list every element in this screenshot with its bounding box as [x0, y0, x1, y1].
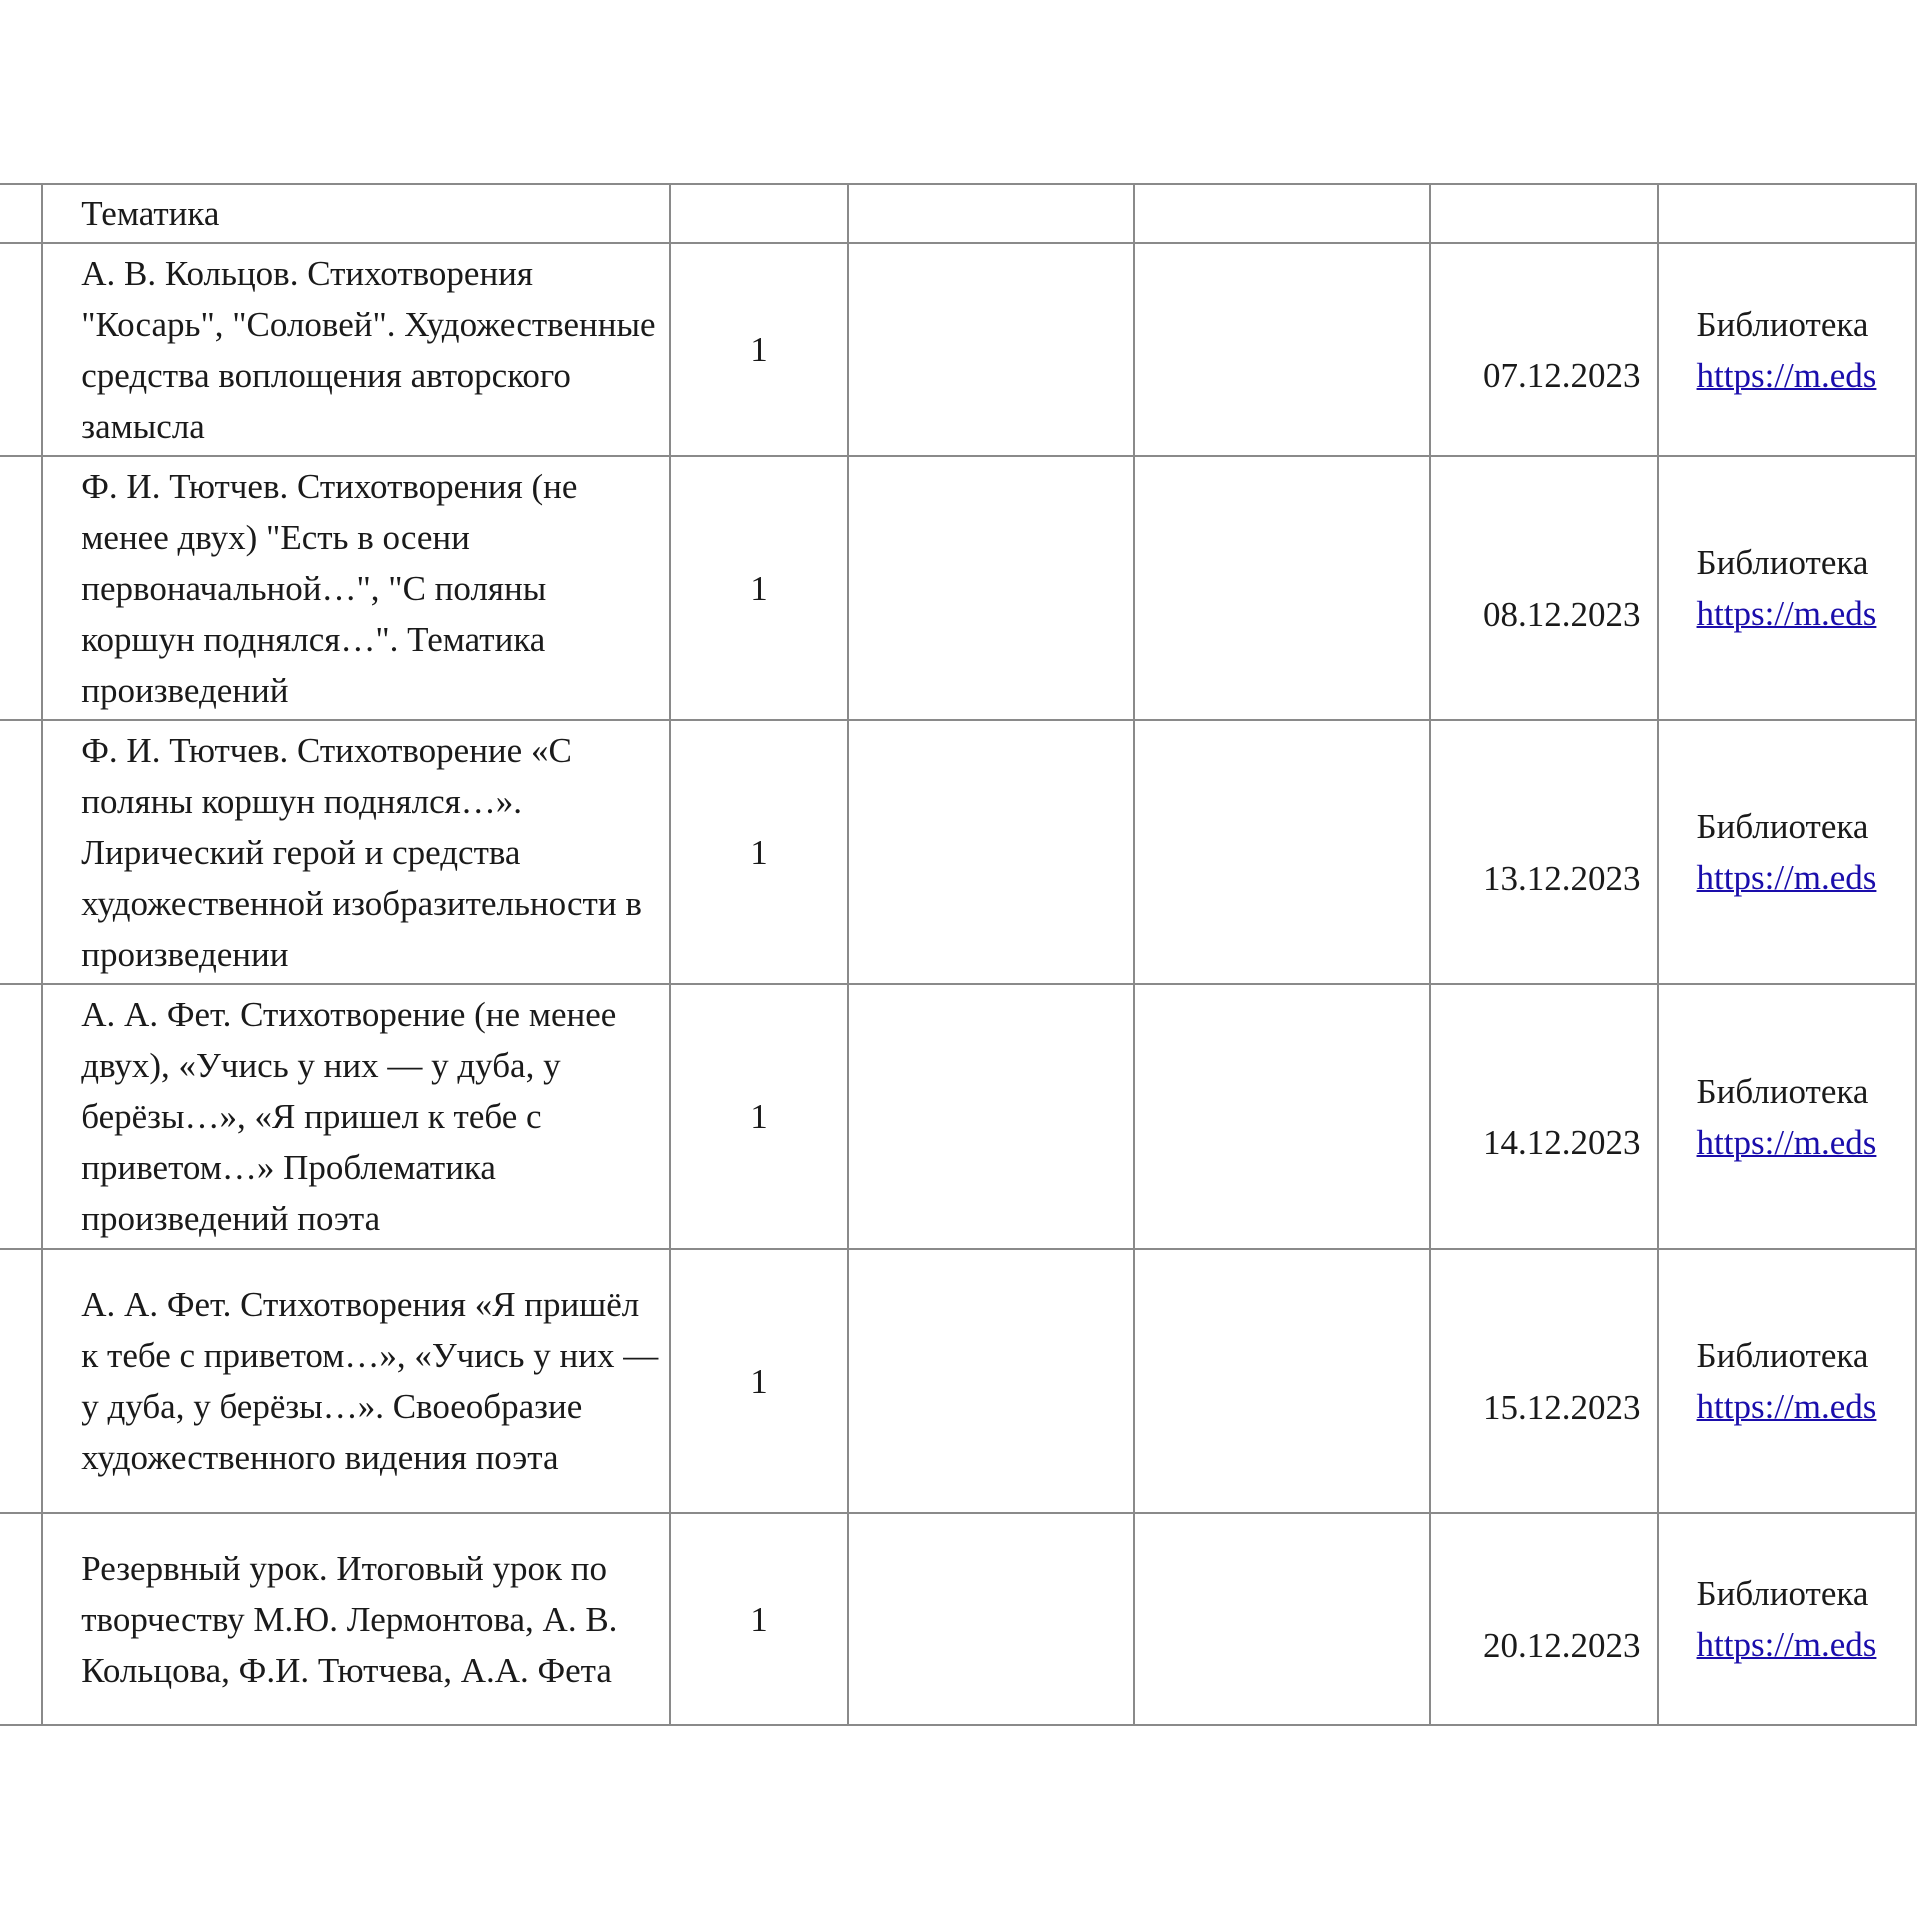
- topic-cell: Ф. И. Тютчев. Стихотворение «С поляны коршун поднялся…». Лирический герой и средства художественной изобразительности в произведении: [42, 720, 670, 984]
- empty-cell: [1134, 1249, 1430, 1513]
- hours-cell: 1: [670, 1249, 849, 1513]
- number-cell: [0, 243, 42, 456]
- resource-link[interactable]: https://m.eds: [1696, 858, 1877, 897]
- empty-cell: [1134, 984, 1430, 1249]
- empty-cell: [1134, 456, 1430, 720]
- table-header-row: [0, 184, 1916, 243]
- empty-cell: [848, 1249, 1133, 1513]
- hours-cell: 1: [670, 720, 849, 984]
- resource-label: Библиотека: [1696, 807, 1869, 846]
- empty-cell: [1134, 243, 1430, 456]
- lesson-plan-table: [0, 183, 1917, 1726]
- number-cell: [0, 184, 42, 243]
- resource-link[interactable]: https://m.eds: [1696, 1625, 1877, 1664]
- topic-cell: Резервный урок. Итоговый урок по творчеству М.Ю. Лермонтова, А. В. Кольцова, Ф.И. Тютчева, А.А. Фета: [42, 1513, 670, 1725]
- number-cell: [0, 456, 42, 720]
- hours-header: [670, 184, 849, 243]
- hours-cell: 1: [670, 456, 849, 720]
- topic-cell: Ф. И. Тютчев. Стихотворения (не менее двух) "Есть в осени первоначальной…", "С поляны коршун поднялся…". Тематика произведений: [42, 456, 670, 720]
- date-text: 20.12.2023: [1483, 1625, 1641, 1665]
- topic-cell: А. А. Фет. Стихотворения «Я пришёл к тебе с приветом…», «Учись у них — у дуба, у берёзы…». Своеобразие художественного видения поэта: [42, 1249, 670, 1513]
- empty-cell: [1134, 1513, 1430, 1725]
- hours-cell: 1: [670, 1513, 849, 1725]
- table-row: [0, 1513, 1916, 1725]
- resource-link[interactable]: https://m.eds: [1696, 1387, 1877, 1426]
- resource-link[interactable]: https://m.eds: [1696, 355, 1877, 395]
- date-cell: [1430, 1249, 1658, 1513]
- date-text: 13.12.2023: [1483, 858, 1641, 898]
- resource-label: Библиотека: [1696, 543, 1869, 582]
- number-cell: [0, 720, 42, 984]
- table-row: [0, 243, 1916, 456]
- resource-cell: [1658, 1249, 1916, 1513]
- resource-link[interactable]: https://m.eds: [1696, 594, 1877, 633]
- topic-header: Тематика: [42, 184, 670, 243]
- date-header: [1430, 184, 1658, 243]
- date-cell: [1430, 243, 1658, 456]
- resource-label: Библиотека: [1696, 1071, 1869, 1111]
- date-cell: [1430, 1513, 1658, 1725]
- resource-label: Библиотека: [1696, 1574, 1869, 1613]
- table-row: [0, 720, 1916, 984]
- empty-cell: [848, 984, 1133, 1249]
- hours-cell: 1: [670, 243, 849, 456]
- resource-cell: [1658, 1513, 1916, 1725]
- empty-cell: [848, 456, 1133, 720]
- resource-label: Библиотека: [1696, 304, 1869, 344]
- resource-cell: [1658, 720, 1916, 984]
- resource-cell: [1658, 984, 1916, 1249]
- number-cell: [0, 984, 42, 1249]
- resource-cell: [1658, 456, 1916, 720]
- empty-cell: [848, 243, 1133, 456]
- resource-header: [1658, 184, 1916, 243]
- empty-cell: [848, 1513, 1133, 1725]
- resource-label: Библиотека: [1696, 1336, 1869, 1375]
- topic-cell: А. В. Кольцов. Стихотворения "Косарь", "Соловей". Художественные средства воплощения авторского замысла: [42, 243, 670, 456]
- table-row: [0, 984, 1916, 1249]
- table-row: [0, 1249, 1916, 1513]
- date-cell: [1430, 720, 1658, 984]
- hours-cell: 1: [670, 984, 849, 1249]
- empty-cell: [1134, 720, 1430, 984]
- date-text: 15.12.2023: [1483, 1387, 1641, 1427]
- date-text: 08.12.2023: [1483, 594, 1641, 634]
- empty-cell: [848, 720, 1133, 984]
- empty-header: [1134, 184, 1430, 243]
- resource-cell: [1658, 243, 1916, 456]
- table-row: [0, 456, 1916, 720]
- date-text: 14.12.2023: [1483, 1123, 1641, 1162]
- empty-header: [848, 184, 1133, 243]
- date-cell: [1430, 984, 1658, 1249]
- date-text: 07.12.2023: [1483, 356, 1641, 395]
- topic-cell: А. А. Фет. Стихотворение (не менее двух), «Учись у них — у дуба, у берёзы…», «Я пришел к тебе с приветом…» Проблематика произведений поэта: [42, 984, 670, 1249]
- number-cell: [0, 1249, 42, 1513]
- number-cell: [0, 1513, 42, 1725]
- resource-link[interactable]: https://m.eds: [1696, 1122, 1877, 1162]
- date-cell: [1430, 456, 1658, 720]
